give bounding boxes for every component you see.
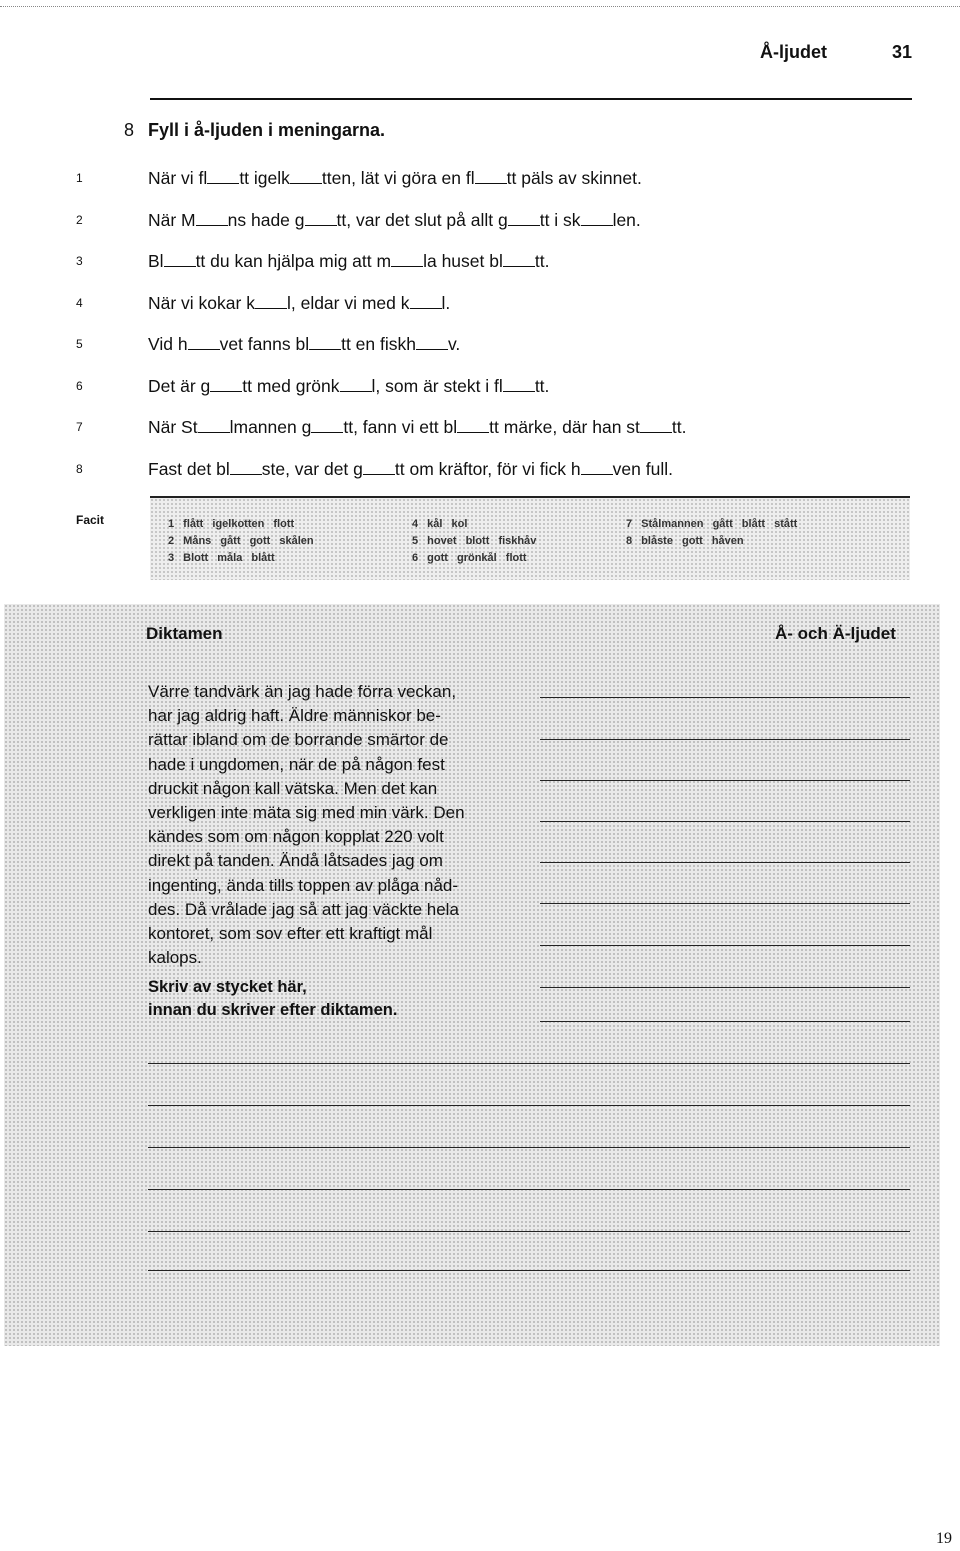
facit-answer: 3 Blott måla blått <box>168 552 275 564</box>
sentence-fragment: tt om kräftor, för vi fick h <box>394 458 581 479</box>
sentence-row <box>0 334 960 364</box>
sentence-number: 1 <box>76 171 83 185</box>
facit-answer: 6 gott grönkål flott <box>412 552 527 564</box>
writing-line[interactable] <box>148 1270 910 1271</box>
header-rule <box>150 98 912 100</box>
diktamen-line: direkt på tanden. Ändå låtsades jag om <box>148 851 443 871</box>
sentence-row <box>0 459 960 489</box>
sentence-fragment: tten, lät vi göra en fl <box>321 168 475 188</box>
writing-line[interactable] <box>540 945 910 946</box>
sentence-fragment: lmannen g <box>229 417 312 437</box>
fill-in-blank[interactable] <box>581 460 613 475</box>
fill-in-blank[interactable] <box>503 377 535 392</box>
page-number: 31 <box>892 42 913 62</box>
diktamen-line: kändes som om någon kopplat 220 volt <box>148 827 444 847</box>
sentence-number: 8 <box>76 461 83 476</box>
sentence-fragment: ven full. <box>612 458 673 479</box>
sentence-fragment: När vi kokar k <box>148 292 255 313</box>
sentence-row <box>0 251 960 281</box>
sentence-fragment: tt, var det slut på allt g <box>336 209 508 230</box>
sentence-row <box>0 293 960 323</box>
diktamen-title: Diktamen <box>146 624 223 643</box>
fill-in-blank[interactable] <box>581 211 613 226</box>
diktamen-box <box>4 604 940 1346</box>
sentence-text <box>148 293 450 314</box>
fill-in-blank[interactable] <box>196 211 228 226</box>
sentence-fragment: len. <box>612 209 641 230</box>
folio-number: 19 <box>936 1530 952 1547</box>
writing-line[interactable] <box>540 821 910 822</box>
fill-in-blank[interactable] <box>640 418 672 433</box>
sentence-text <box>148 459 673 480</box>
fill-in-blank[interactable] <box>391 252 423 267</box>
page-header-title: Å-ljudet <box>760 42 827 62</box>
writing-line[interactable] <box>148 1063 910 1064</box>
facit-answer: 2 Måns gått gott skålen <box>168 535 314 547</box>
sentence-fragment: v. <box>447 334 461 354</box>
fill-in-blank[interactable] <box>340 377 372 392</box>
writing-line[interactable] <box>540 780 910 781</box>
fill-in-blank[interactable] <box>290 169 322 184</box>
writing-line[interactable] <box>540 697 910 698</box>
fill-in-blank[interactable] <box>255 294 287 309</box>
writing-line[interactable] <box>148 1105 910 1106</box>
facit-answer: 1 flått igelkotten flott <box>168 518 295 530</box>
writing-line[interactable] <box>148 1189 910 1190</box>
writing-line[interactable] <box>540 1021 910 1022</box>
fill-in-blank[interactable] <box>230 460 262 475</box>
diktamen-line: kontoret, som sov efter ett kraftigt mål <box>148 924 433 943</box>
fill-in-blank[interactable] <box>207 169 239 184</box>
facit-column-2 <box>412 516 536 567</box>
sentence-number: 6 <box>76 378 83 393</box>
sentence-row <box>0 376 960 406</box>
sentence-fragment: Bl <box>148 251 164 271</box>
sentence-number: 7 <box>76 420 83 434</box>
sentence-fragment: tt. <box>671 417 687 437</box>
writing-line[interactable] <box>148 1147 910 1148</box>
diktamen-line: verkligen inte mäta sig med min värk. Den <box>148 803 465 822</box>
sentence-text <box>148 376 549 397</box>
fill-in-blank[interactable] <box>198 418 230 433</box>
facit-answer-box <box>150 496 910 580</box>
diktamen-line: des. Då vrålade jag så att jag väckte hela <box>148 899 459 919</box>
instruction-line: Skriv av stycket här, <box>148 978 307 996</box>
facit-label: Facit <box>76 513 105 527</box>
diktamen-line: hade i ungdomen, när de på någon fest <box>148 754 445 774</box>
sentence-text <box>148 168 642 189</box>
diktamen-subtitle: Å- och Ä-ljudet <box>775 624 896 643</box>
top-scan-rule <box>0 6 960 7</box>
sentence-fragment: tt i sk <box>539 209 581 230</box>
sentence-fragment: tt, fann vi ett bl <box>343 417 458 437</box>
sentence-fragment: vet fanns bl <box>219 334 310 354</box>
sentence-fragment: Det är g <box>148 375 211 396</box>
sentence-fragment: Vid h <box>148 334 188 354</box>
sentence-fragment: tt du kan hjälpa mig att m <box>195 251 392 271</box>
sentence-row <box>0 417 960 447</box>
fill-in-blank[interactable] <box>410 294 442 309</box>
facit-answer: 7 Stålmannen gått blått stått <box>626 518 798 530</box>
facit-column-3 <box>626 516 797 550</box>
fill-in-blank[interactable] <box>305 211 337 226</box>
fill-in-blank[interactable] <box>210 377 242 392</box>
sentence-text <box>148 417 687 438</box>
fill-in-blank[interactable] <box>188 335 220 350</box>
diktamen-line: kalops. <box>148 948 202 968</box>
sentence-fragment: tt en fiskh <box>341 334 416 354</box>
sentence-fragment: När St <box>148 417 198 437</box>
facit-column-1 <box>168 516 314 567</box>
diktamen-line: druckit någon kall vätska. Men det kan <box>148 778 438 798</box>
fill-in-blank[interactable] <box>363 460 395 475</box>
fill-in-blank[interactable] <box>457 418 489 433</box>
sentence-fragment: Fast det bl <box>148 458 230 479</box>
sentence-fragment: la huset bl <box>423 251 503 271</box>
sentence-fragment: tt märke, där han st <box>489 417 640 437</box>
sentence-fragment: tt igelk <box>239 168 290 188</box>
diktamen-line: ingenting, ända tills toppen av plåga nåd- <box>148 875 459 895</box>
sentence-number: 4 <box>76 295 83 310</box>
fill-in-blank[interactable] <box>164 252 196 267</box>
writing-line[interactable] <box>540 739 910 740</box>
sentence-fragment: tt. <box>534 251 550 271</box>
sentence-text <box>148 210 641 231</box>
diktamen-line: Värre tandvärk än jag hade förra veckan, <box>148 682 457 701</box>
sentence-row <box>0 168 960 198</box>
exercise-number: 8 <box>124 120 135 140</box>
fill-in-blank[interactable] <box>508 211 540 226</box>
sentence-fragment: ns hade g <box>227 209 305 230</box>
diktamen-line: har jag aldrig haft. Äldre människor be- <box>148 706 441 726</box>
exercise-title: Fyll i å-ljuden i meningarna. <box>148 120 386 140</box>
facit-answer: 8 blåste gott håven <box>626 535 744 547</box>
facit-answer: 5 hovet blott fiskhåv <box>412 535 537 547</box>
sentence-fragment: l, som är stekt i fl <box>371 375 503 396</box>
sentence-fragment: tt päls av skinnet. <box>506 168 642 188</box>
fill-in-blank[interactable] <box>311 418 343 433</box>
sentence-fragment: När M <box>148 209 196 230</box>
sentence-text <box>148 334 460 355</box>
fill-in-blank[interactable] <box>475 169 507 184</box>
sentence-number: 3 <box>76 254 83 268</box>
sentence-fragment: ste, var det g <box>261 458 363 479</box>
writing-line[interactable] <box>148 1231 910 1232</box>
instruction-line: innan du skriver efter diktamen. <box>148 1001 398 1019</box>
sentence-fragment: l, eldar vi med k <box>286 292 410 313</box>
sentence-fragment: tt. <box>534 375 550 396</box>
facit-answer: 4 kål kol <box>412 518 468 530</box>
sentence-fragment: När vi fl <box>148 168 208 188</box>
writing-line[interactable] <box>540 862 910 863</box>
sentence-fragment: l. <box>441 292 451 313</box>
fill-in-blank[interactable] <box>503 252 535 267</box>
sentence-number: 2 <box>76 212 83 227</box>
fill-in-blank[interactable] <box>416 335 448 350</box>
writing-line[interactable] <box>540 987 910 988</box>
sentence-row <box>0 210 960 240</box>
sentence-number: 5 <box>76 337 83 351</box>
sentence-fragment: tt med grönk <box>242 375 340 396</box>
sentence-text <box>148 251 549 272</box>
fill-in-blank[interactable] <box>309 335 341 350</box>
writing-line[interactable] <box>540 903 910 904</box>
diktamen-line: rättar ibland om de borrande smärtor de <box>148 730 449 750</box>
